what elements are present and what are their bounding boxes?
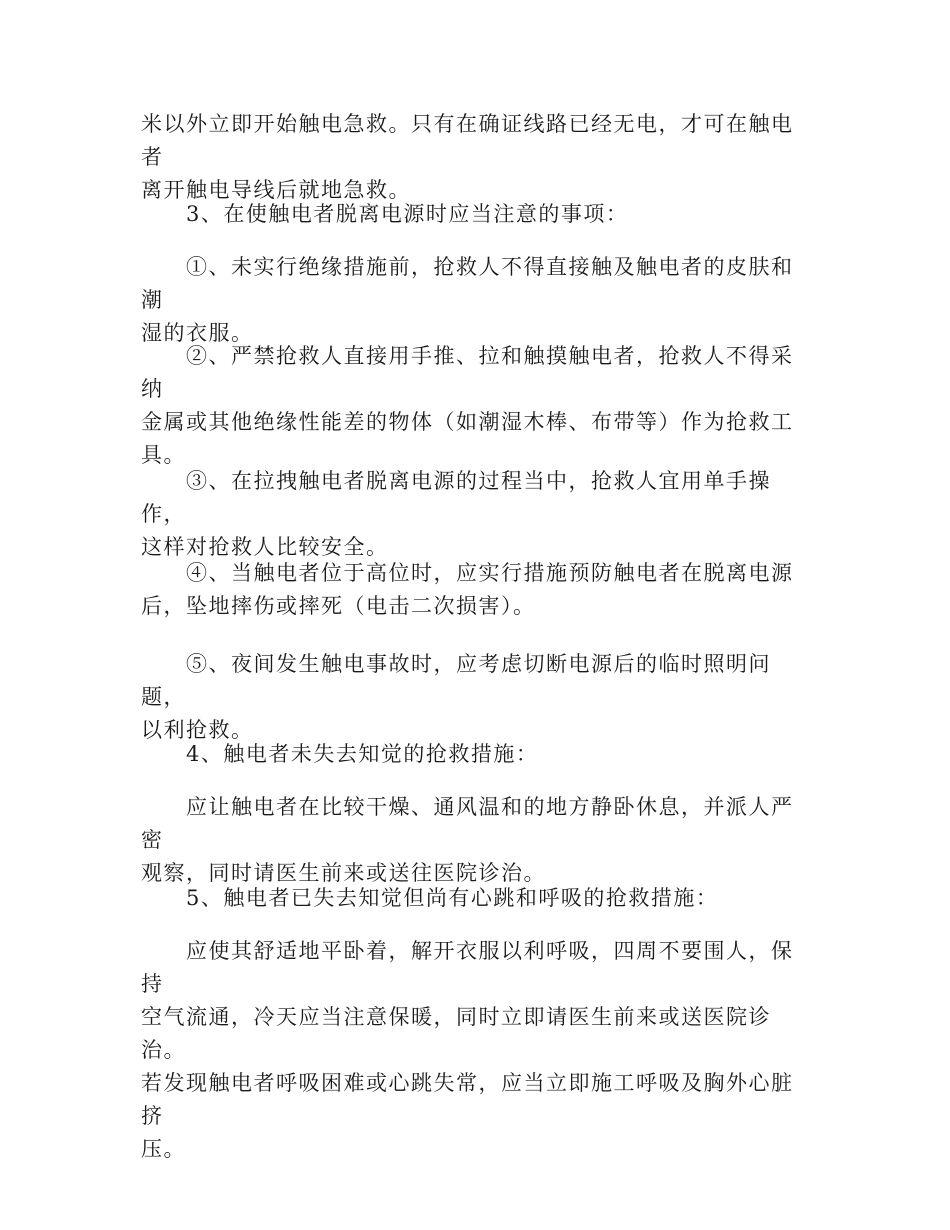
- paragraph-continuation: 米以外立即开始触电急救。只有在确证线路已经无电，才可在触电者 离开触电导线后就地急救。: [141, 112, 794, 202]
- heading-item-3: 3、在使触电者脱离电源时应当注意的事项：: [141, 202, 629, 226]
- paragraph-unconscious-rescue: 应使其舒适地平卧着，解开衣服以利呼吸，四周不要围人，保持 空气流通，冷天应当注意保暖，同时立即请医生前来或送医院诊治。 若发现触电者呼吸困难或心跳失常，应当立即施工呼吸及胸外心脏挤 压。: [141, 939, 794, 1161]
- paragraph-item-5: ⑤、夜间发生触电事故时，应考虑切断电源后的临时照明问题， 以利抢救。: [141, 652, 771, 742]
- paragraph-conscious-rescue: 应让触电者在比较干燥、通风温和的地方静卧休息，并派人严密 观察，同时请医生前来或送往医院诊治。: [141, 795, 794, 885]
- paragraph-item-3: ③、在拉拽触电者脱离电源的过程当中，抢救人宜用单手操作， 这样对抢救人比较安全。: [141, 469, 771, 559]
- paragraph-item-1: ①、未实行绝缘措施前，抢救人不得直接触及触电者的皮肤和潮 湿的衣服。: [141, 255, 794, 345]
- heading-item-5: 5、触电者已失去知觉但尚有心跳和呼吸的抢救措施：: [141, 886, 719, 910]
- paragraph-item-2: ②、严禁抢救人直接用手推、拉和触摸触电者，抢救人不得采纳 金属或其他绝缘性能差的物体（如潮湿木棒、布带等）作为抢救工 具。: [141, 344, 794, 467]
- paragraph-item-4: ④、当触电者位于高位时，应实行措施预防触电者在脱离电源 后，坠地摔伤或摔死（电击二次损害）。: [141, 561, 794, 618]
- heading-item-4: 4、触电者未失去知觉的抢救措施：: [141, 742, 539, 766]
